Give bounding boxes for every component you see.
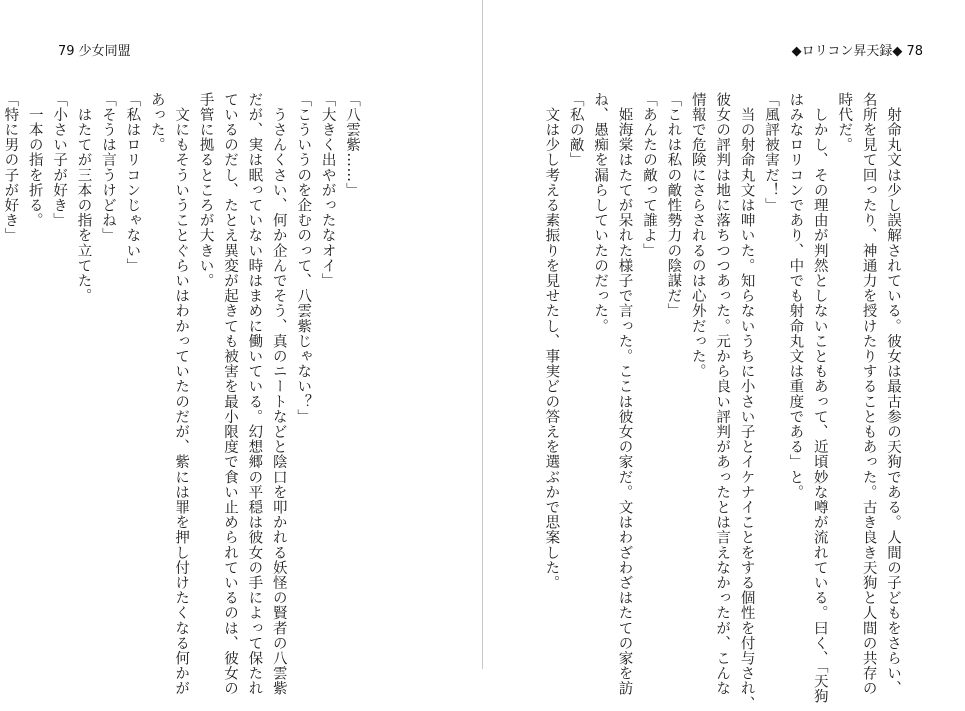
text-line: 「これは私の敵性勢力の陰謀だ」 (665, 92, 682, 319)
text-line: 一本の指を折る。 (26, 92, 43, 228)
text-line: 彼女の評判は地に落ちつつあった。元から良い評判があったとは言えなかったが、こんな (714, 92, 731, 696)
text-line: 射命丸文は少し誤解されている。彼女は最古参の天狗である。人間の子どもをさらい、 (885, 92, 901, 696)
text-line: しかし、その理由が判然としないこともあって、近頃妙な噂が流れている。曰く、「天狗 (811, 92, 828, 704)
text-line: ね、愚痴を漏らしていたのだった。 (592, 92, 609, 334)
text-line: はみなロリコンであり、中でも射命丸文は重度である」と。 (787, 92, 804, 500)
right-page-header: ◆ロリコン昇天録◆ 78 (791, 44, 923, 59)
text-line: 「私はロリコンじゃない」 (124, 92, 141, 274)
text-line: 時代だ。 (836, 92, 853, 153)
text-line: 「私の敵」 (567, 92, 584, 168)
right-page-body (543, 92, 905, 711)
text-line: 文にもそういうことぐらいはわかっていたのだが、紫には罪を押し付けたくなる何かが (173, 92, 190, 696)
left-page-body (0, 92, 364, 696)
text-line: ているのだし、たとえ異変が起きても被害を最小限度で食い止められているのは、彼女の (221, 92, 238, 696)
left-page (0, 0, 482, 696)
text-line: 手管に拠るところが大きい。 (197, 92, 214, 289)
text-line: 「こういうのを企むのって、八雲紫じゃない？」 (295, 92, 312, 425)
text-line: 名所を見て回ったり、神通力を授けたりすることもあった。古き良き天狗と人間の共存の (860, 92, 877, 696)
text-line: 文は少し考える素振りを見せたし、事実どの答えを選ぶかで思案した。 (543, 92, 560, 591)
text-line: 「風評被害だ！」 (762, 92, 779, 213)
text-line: 「大きく出やがったなオイ」 (319, 92, 336, 289)
text-line: 情報で危険にさらされるのは心外だった。 (689, 92, 706, 379)
text-line: 「小さい子が好き」 (51, 92, 68, 228)
text-line: はたてが三本の指を立てた。 (75, 92, 92, 304)
text-line: だが、実は眠っていない時はまめに働いている。幻想郷の平穏は彼女の手によって保たれ (246, 92, 263, 696)
right-page (483, 0, 965, 711)
text-line: 「そうは言うけどね」 (99, 92, 116, 243)
left-page-header: 79 少女同盟 (58, 44, 131, 59)
text-line: うさんくさい、何か企んでそう、真のニートなどと陰口を叩かれる妖怪の賢者の八雲紫 (270, 92, 287, 696)
text-line: 姫海棠はたてが呆れた様子で言った。ここは彼女の家だ。文はわざわざはたての家を訪 (616, 92, 633, 696)
text-line: 「あんたの敵って誰よ」 (640, 92, 657, 259)
text-line: 当の射命丸文は呻いた。知らないうちに小さい子とイケナイことをする個性を付与され、 (738, 92, 755, 711)
text-line: 「特に男の子が好き」 (2, 92, 19, 243)
text-line: あった。 (148, 92, 165, 153)
text-line: 「八雲紫……」 (344, 92, 360, 198)
